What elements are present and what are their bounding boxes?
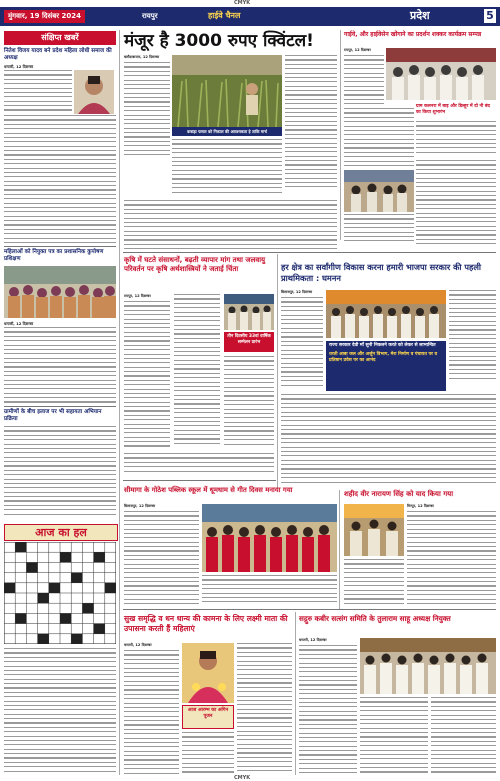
cmyk-mark-top: CMYK <box>234 0 251 6</box>
pullquote-item-2: धरती आबा जल और अर्जुन विभाग, मेरा निर्माण व पंचायत पर व प्रतिष्ठान प्रवेश पर का आनंद <box>329 352 438 363</box>
collab-body <box>416 121 496 156</box>
column-rule <box>119 30 120 775</box>
project-body-left <box>344 55 384 107</box>
martyr-tribute-photo <box>344 504 404 556</box>
bjp-body-left <box>281 297 323 389</box>
agri-headline: कृषि में घटते संसाधनों, बढ़ती व्यापार मांग तथा जलवायु परिवर्तन पर कृषि अर्थशास्त्रियों ने जताई चिंता <box>124 256 266 273</box>
crossword-title: आज का हल <box>35 526 87 539</box>
kabir-headline: सद्गुरु कबीर सत्संग समिति के तुलाराम साहू अध्यक्ष नियुक्त <box>299 614 451 623</box>
onion-body-right <box>285 55 337 195</box>
onion-caption-text: कबाड़ा फसल को निकाल की आवश्यकता हे ताकि मार्च <box>187 129 267 134</box>
martyr-body-left <box>344 559 404 607</box>
lakshmi-body-1 <box>124 650 179 776</box>
left-story3-body <box>4 426 116 518</box>
agri-body-1 <box>124 301 170 451</box>
bjp-pullquote <box>326 341 446 391</box>
agri-dateline: रायपुर, 12 दिसम्बर <box>124 294 151 298</box>
divider <box>4 406 116 407</box>
kabir-body-1 <box>299 645 357 776</box>
column-rule <box>277 254 278 489</box>
project-dateline: रायपुर, 12 दिसम्बर <box>344 48 371 52</box>
onion-body-lower <box>124 200 337 252</box>
lakshmi-inset-caption <box>182 705 234 729</box>
lakshmi-dateline: धमतरी, 12 दिसम्बर <box>124 643 152 647</box>
bjp-dateline: बिलासपुर, 12 दिसम्बर <box>281 290 313 294</box>
left-story-headline: नितेश विजय यादव बने प्रदेश महिला लोधी समाज की अध्यक्ष <box>4 48 112 61</box>
kabir-committee-photo <box>360 638 496 694</box>
divider <box>123 609 496 610</box>
kabir-body-2 <box>360 697 428 776</box>
masthead-city: रायपुर <box>142 12 158 20</box>
project-body <box>344 108 414 168</box>
bjp-body-lower <box>281 394 496 488</box>
project-body-2 <box>344 214 414 246</box>
agri-body-2 <box>174 294 220 451</box>
column-rule <box>339 490 340 610</box>
collab-ceremony-photo <box>344 170 414 212</box>
woman-portrait-photo <box>74 70 114 114</box>
cmyk-mark-bottom: CMYK <box>234 775 251 781</box>
masthead-paper-name: हाईवे चैनल <box>208 11 241 20</box>
onion-body-left <box>124 62 170 160</box>
onion-photo-caption <box>172 127 282 136</box>
left-story2-dateline: धमतरी, 12 दिसम्बर <box>4 321 34 326</box>
agri-conference-photo <box>224 294 274 330</box>
masthead-section: प्रदेश <box>410 9 430 22</box>
left-story-dateline: धमतरी, 12 दिसम्बर <box>4 64 34 69</box>
agri-body-3 <box>224 356 274 451</box>
onion-headline: मंजूर है 3000 रुपए क्विंटल! <box>124 31 314 51</box>
kabir-dateline: धमतरी, 12 दिसम्बर <box>299 638 327 642</box>
onion-field-photo <box>172 55 282 127</box>
martyr-dateline: मिरपुर, 12 दिसम्बर <box>407 504 434 508</box>
school-dateline: बिलासपुर, 12 दिसम्बर <box>124 504 156 508</box>
crossword-header <box>4 524 118 541</box>
bjp-body-right <box>449 290 496 382</box>
martyr-headline: शहीद वीर नारायण सिंह को याद किया गया <box>344 490 454 498</box>
left-story3-headline: ग्रामीणों के बीच इलाज पर भी सहायता अभियान प्रक्रिया <box>4 409 102 422</box>
school-children-photo <box>202 504 337 572</box>
crossword-answers <box>4 648 116 776</box>
onion-body-mid <box>172 139 282 197</box>
lakshmi-inset-text: आज आरम्भ का अगिन पूजन <box>187 708 229 720</box>
school-body-2 <box>202 575 337 607</box>
masthead <box>0 7 500 26</box>
school-body <box>124 511 199 607</box>
bjp-rally-photo <box>326 290 446 338</box>
column-rule <box>295 612 296 775</box>
agri-sidehead-text: तीन दिवसीय 33वां वार्षिक सम्मेलन प्रारंभ <box>227 334 271 345</box>
divider <box>123 252 496 253</box>
martyr-body <box>407 511 496 607</box>
lakshmi-headline: सुख समृद्धि व धन धान्य की कामना के लिए लक्ष्मी माता की उपासना करती हैं महिलाएं <box>124 614 288 633</box>
school-headline: सीमागा के गोठेश पब्लिक स्कूल में धूमधाम से गीत दिवस मनाया गया <box>124 486 293 494</box>
project-headline: गाईवे, और हाईवेसेन खोंगाने का प्रदर्शन शक्कर कार्यक्रम सम्पन्न <box>344 31 482 38</box>
left-story-body <box>4 70 72 114</box>
lakshmi-body-3 <box>182 732 234 776</box>
women-group-photo <box>4 266 116 318</box>
collab-headline: ग्राम कलनरा में बाड़ और डिल्हूर में दो नी बंद का किया शुभारंभ <box>416 104 490 115</box>
lakshmi-pooja-photo <box>182 643 234 703</box>
project-meeting-photo <box>386 48 496 100</box>
page-number: 5 <box>484 9 496 23</box>
bjp-headline: हर क्षेत्र का सर्वांगीण विकास करना हमारी भाजपा सरकार की पहली प्राथमिकता : घमनन <box>281 262 482 283</box>
left-story-body-2 <box>4 115 116 245</box>
kabir-body-3 <box>431 697 496 776</box>
lakshmi-body-2 <box>237 643 292 776</box>
onion-dateline: बलौदाबाजार, 12 दिसम्बर <box>124 55 160 59</box>
divider <box>4 246 116 247</box>
crossword-grid <box>4 542 116 644</box>
column-rule <box>340 30 341 240</box>
agri-body-4 <box>124 453 274 477</box>
left-story2-headline: महिलाओं को नियुक्त पत्र का प्रशासनिक कुपोषण प्रशिक्षण <box>4 249 104 262</box>
left-story2-body <box>4 327 116 405</box>
divider <box>123 480 276 481</box>
brief-header <box>4 31 116 45</box>
pullquote-item-1: राज्य सरकार देवी माँ सुनी निकलने करते को लेकर से लाभान्वित <box>329 343 436 348</box>
collab-body-2 <box>416 160 496 246</box>
masthead-date-box: मुंगवार, 19 दिसंबर 2024 <box>4 10 85 23</box>
agri-sidehead <box>224 332 274 352</box>
brief-title: संक्षिप्त खबरें <box>41 33 79 42</box>
